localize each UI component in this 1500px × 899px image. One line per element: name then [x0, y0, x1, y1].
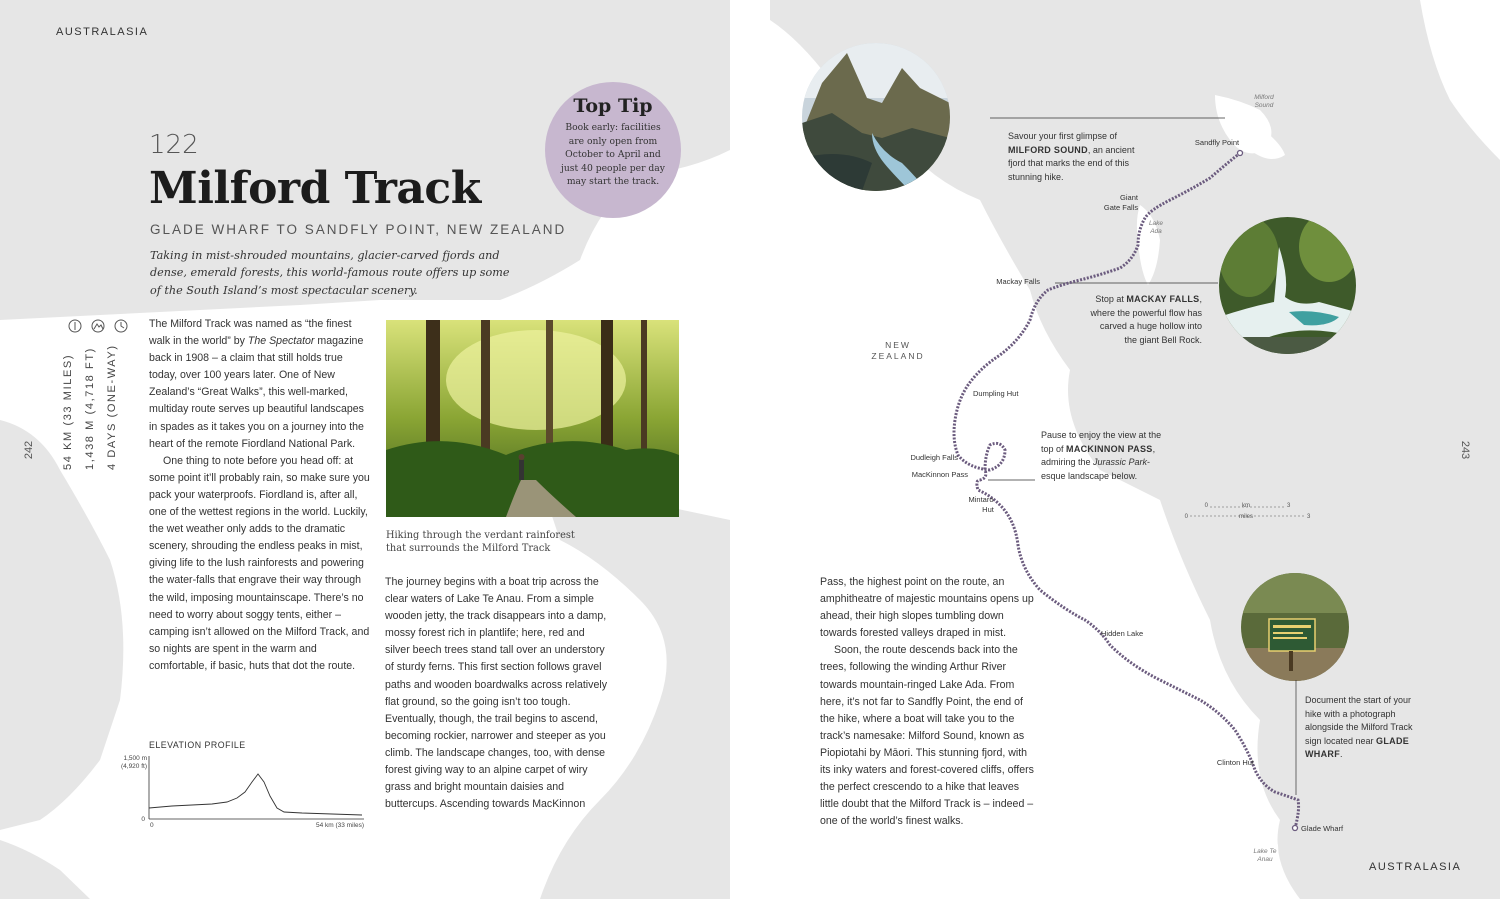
- entry-title: Milford Track: [149, 163, 481, 214]
- water-label-te-anau-2: Anau: [1257, 856, 1273, 863]
- map-country-label-1: NEW: [885, 340, 911, 350]
- map-label-clinton-hut: Clinton Hut: [1216, 758, 1254, 767]
- body-paragraph-1: The Milford Track was named as “the finest walk in the world” by The Spectator magazine back in 1908 – a claim that still holds true today, over 100 years later. One of New Zealand’s “Great Walks”, this well-marked, multiday route serves up beautiful landscapes in spades as it takes you on a journey into the heart of the remote Fiordland National Park.: [149, 318, 364, 450]
- map-scale: [1185, 503, 1311, 520]
- annotation-mackay-falls: Stop at MACKAY FALLS, where the powerful flow has carved a huge hollow into the giant Bell Rock.: [1090, 294, 1202, 345]
- map-country-label-2: ZEALAND: [871, 351, 925, 361]
- map-label-mackinnon-pass: MacKinnon Pass: [911, 470, 968, 479]
- map-label-dudleigh-falls: Dudleigh Falls: [910, 453, 958, 462]
- map-label-sandfly-point: Sandfly Point: [1194, 138, 1240, 147]
- map-label-giant-gate-falls-1: Giant: [1120, 193, 1138, 202]
- elev-x-min: 0: [150, 822, 154, 829]
- body-paragraph-3: The journey begins with a boat trip across the clear waters of Lake Te Anau. From a simple wooden jetty, the track disappears into a damp, mossy forest rich in plantlife; here, red and silver beech trees stand tall over an understory of sturdy ferns. This first section follows gravel paths and wooden boardwalks across relatively flat ground, so the going isn’t too tough. Eventually, though, the trail begins to ascend, becoming rockier, narrower and steeper as you climb. The landscape changes, too, with dense forest giving way to an alpine carpet of wiry grass and bright mountain daisies and buttercups. Ascending towards MacKinnon: [385, 576, 608, 811]
- entry-subtitle: GLADE WHARF TO SANDFLY POINT, NEW ZEALAND: [150, 222, 567, 237]
- body-column-3: [820, 574, 1038, 830]
- top-tip-text: Book early: facilities are only open from October to April and just 40 people per day may start the track.: [561, 122, 665, 187]
- elev-y-min: 0: [141, 816, 145, 823]
- body-paragraph-2: One thing to note before you head off: at some point it’ll probably rain, so make sure you pack your waterproofs. Fiordland is, after all, one of the wettest regions in the world. Luckily, the wet weather only adds to the dramatic scenery, shrouding the endless peaks in mist, giving life to the lush rainforests and powering the water-falls that engrave their way through the wild, imposing mountainscape. There’s no need to worry about soggy tents, either – camping isn’t allowed on the Milford Track, and so nights are spent in the warm and comfortable, if basic, huts that dot the route.: [149, 454, 370, 672]
- section-label-right: AUSTRALASIA: [1369, 861, 1462, 873]
- scale-km-zero: 0: [1204, 503, 1208, 509]
- photo-caption: Hiking through the verdant rainforest that surrounds the Milford Track: [386, 530, 575, 554]
- scale-mi-max: 3: [1307, 514, 1311, 520]
- stop-marker-glade-wharf: [1293, 826, 1298, 831]
- stat-duration: 4 DAYS (ONE-WAY): [106, 344, 118, 470]
- page-number-right: 243: [1459, 440, 1472, 460]
- section-label-left: AUSTRALASIA: [56, 26, 149, 38]
- stop-marker-sandfly-point: [1238, 151, 1243, 156]
- water-label-te-anau-1: Lake Te: [1253, 848, 1277, 855]
- entry-intro: Taking in mist-shrouded mountains, glacier-carved fjords and dense, emerald forests, this world-famous route offers up some of the South Island’s most spectacular scenery.: [150, 249, 510, 297]
- elev-x-max: 54 km (33 miles): [315, 822, 364, 829]
- body-paragraph-4: Pass, the highest point on the route, an amphitheatre of majestic mountains opens up ahead, their high slopes tumbling down towards forested valleys draped in mist.: [820, 576, 1034, 640]
- body-paragraph-5: Soon, the route descends back into the trees, following the winding Arthur River towards mountain-ringed Lake Ada. From here, it’s not far to Sandfly Point, the end of the hike, where a boat will take you to the track’s namesake: Milford Sound, known as Piopiotahi by Māori. This stunning fjord, with its inky waters and forest-covered cliffs, offers the perfect crescendo to a hike that leaves little doubt that the Milford Track is – indeed – one of the world’s finest walks.: [820, 644, 1034, 828]
- water-label-lake-ada-1: Lake: [1148, 220, 1164, 227]
- annotation-glade-wharf: Document the start of your hike with a photograph alongside the Milford Track sign located near GLADE WHARF.: [1305, 695, 1413, 760]
- water-label-milford-1: Milford: [1254, 94, 1274, 101]
- water-label-milford-2: Sound: [1254, 102, 1274, 109]
- entry-number: 122: [149, 130, 199, 160]
- map-label-hidden-lake: Hidden Lake: [1101, 629, 1144, 638]
- elevation-profile-label: ELEVATION PROFILE: [149, 740, 246, 750]
- page-number-left: 242: [23, 440, 36, 460]
- scale-mi-zero: 0: [1184, 514, 1188, 520]
- map-label-dumpling-hut: Dumpling Hut: [973, 389, 1019, 398]
- top-tip-title: Top Tip: [573, 95, 653, 117]
- map-label-mackay-falls: Mackay Falls: [996, 277, 1040, 286]
- scale-km-max: 3: [1287, 503, 1291, 509]
- annotation-milford-sound: Savour your first glimpse of MILFORD SOUND, an ancient fjord that marks the end of this stunning hike.: [1008, 131, 1135, 182]
- map-label-glade-wharf: Glade Wharf: [1301, 824, 1344, 833]
- stat-distance: 54 KM (33 MILES): [62, 353, 74, 470]
- map-label-mintaro-hut-1: Mintaro: [968, 495, 994, 504]
- elev-y-max: 1,500 m: [123, 755, 147, 762]
- water-label-lake-ada-2: Ada: [1150, 228, 1162, 235]
- annotation-mackinnon-pass: Pause to enjoy the view at the top of MACKINNON PASS, admiring the Jurassic Park-esque landscape below.: [1041, 430, 1162, 481]
- elev-y-max-sub: (4,920 ft): [120, 763, 147, 770]
- map-label-mintaro-hut-2: Hut: [982, 505, 994, 514]
- scale-mi-unit: miles: [1238, 514, 1254, 520]
- map-label-giant-gate-falls-2: Gate Falls: [1103, 203, 1139, 212]
- stat-elevation: 1,438 M (4,718 FT): [84, 347, 96, 470]
- scale-km-unit: km: [1242, 503, 1250, 509]
